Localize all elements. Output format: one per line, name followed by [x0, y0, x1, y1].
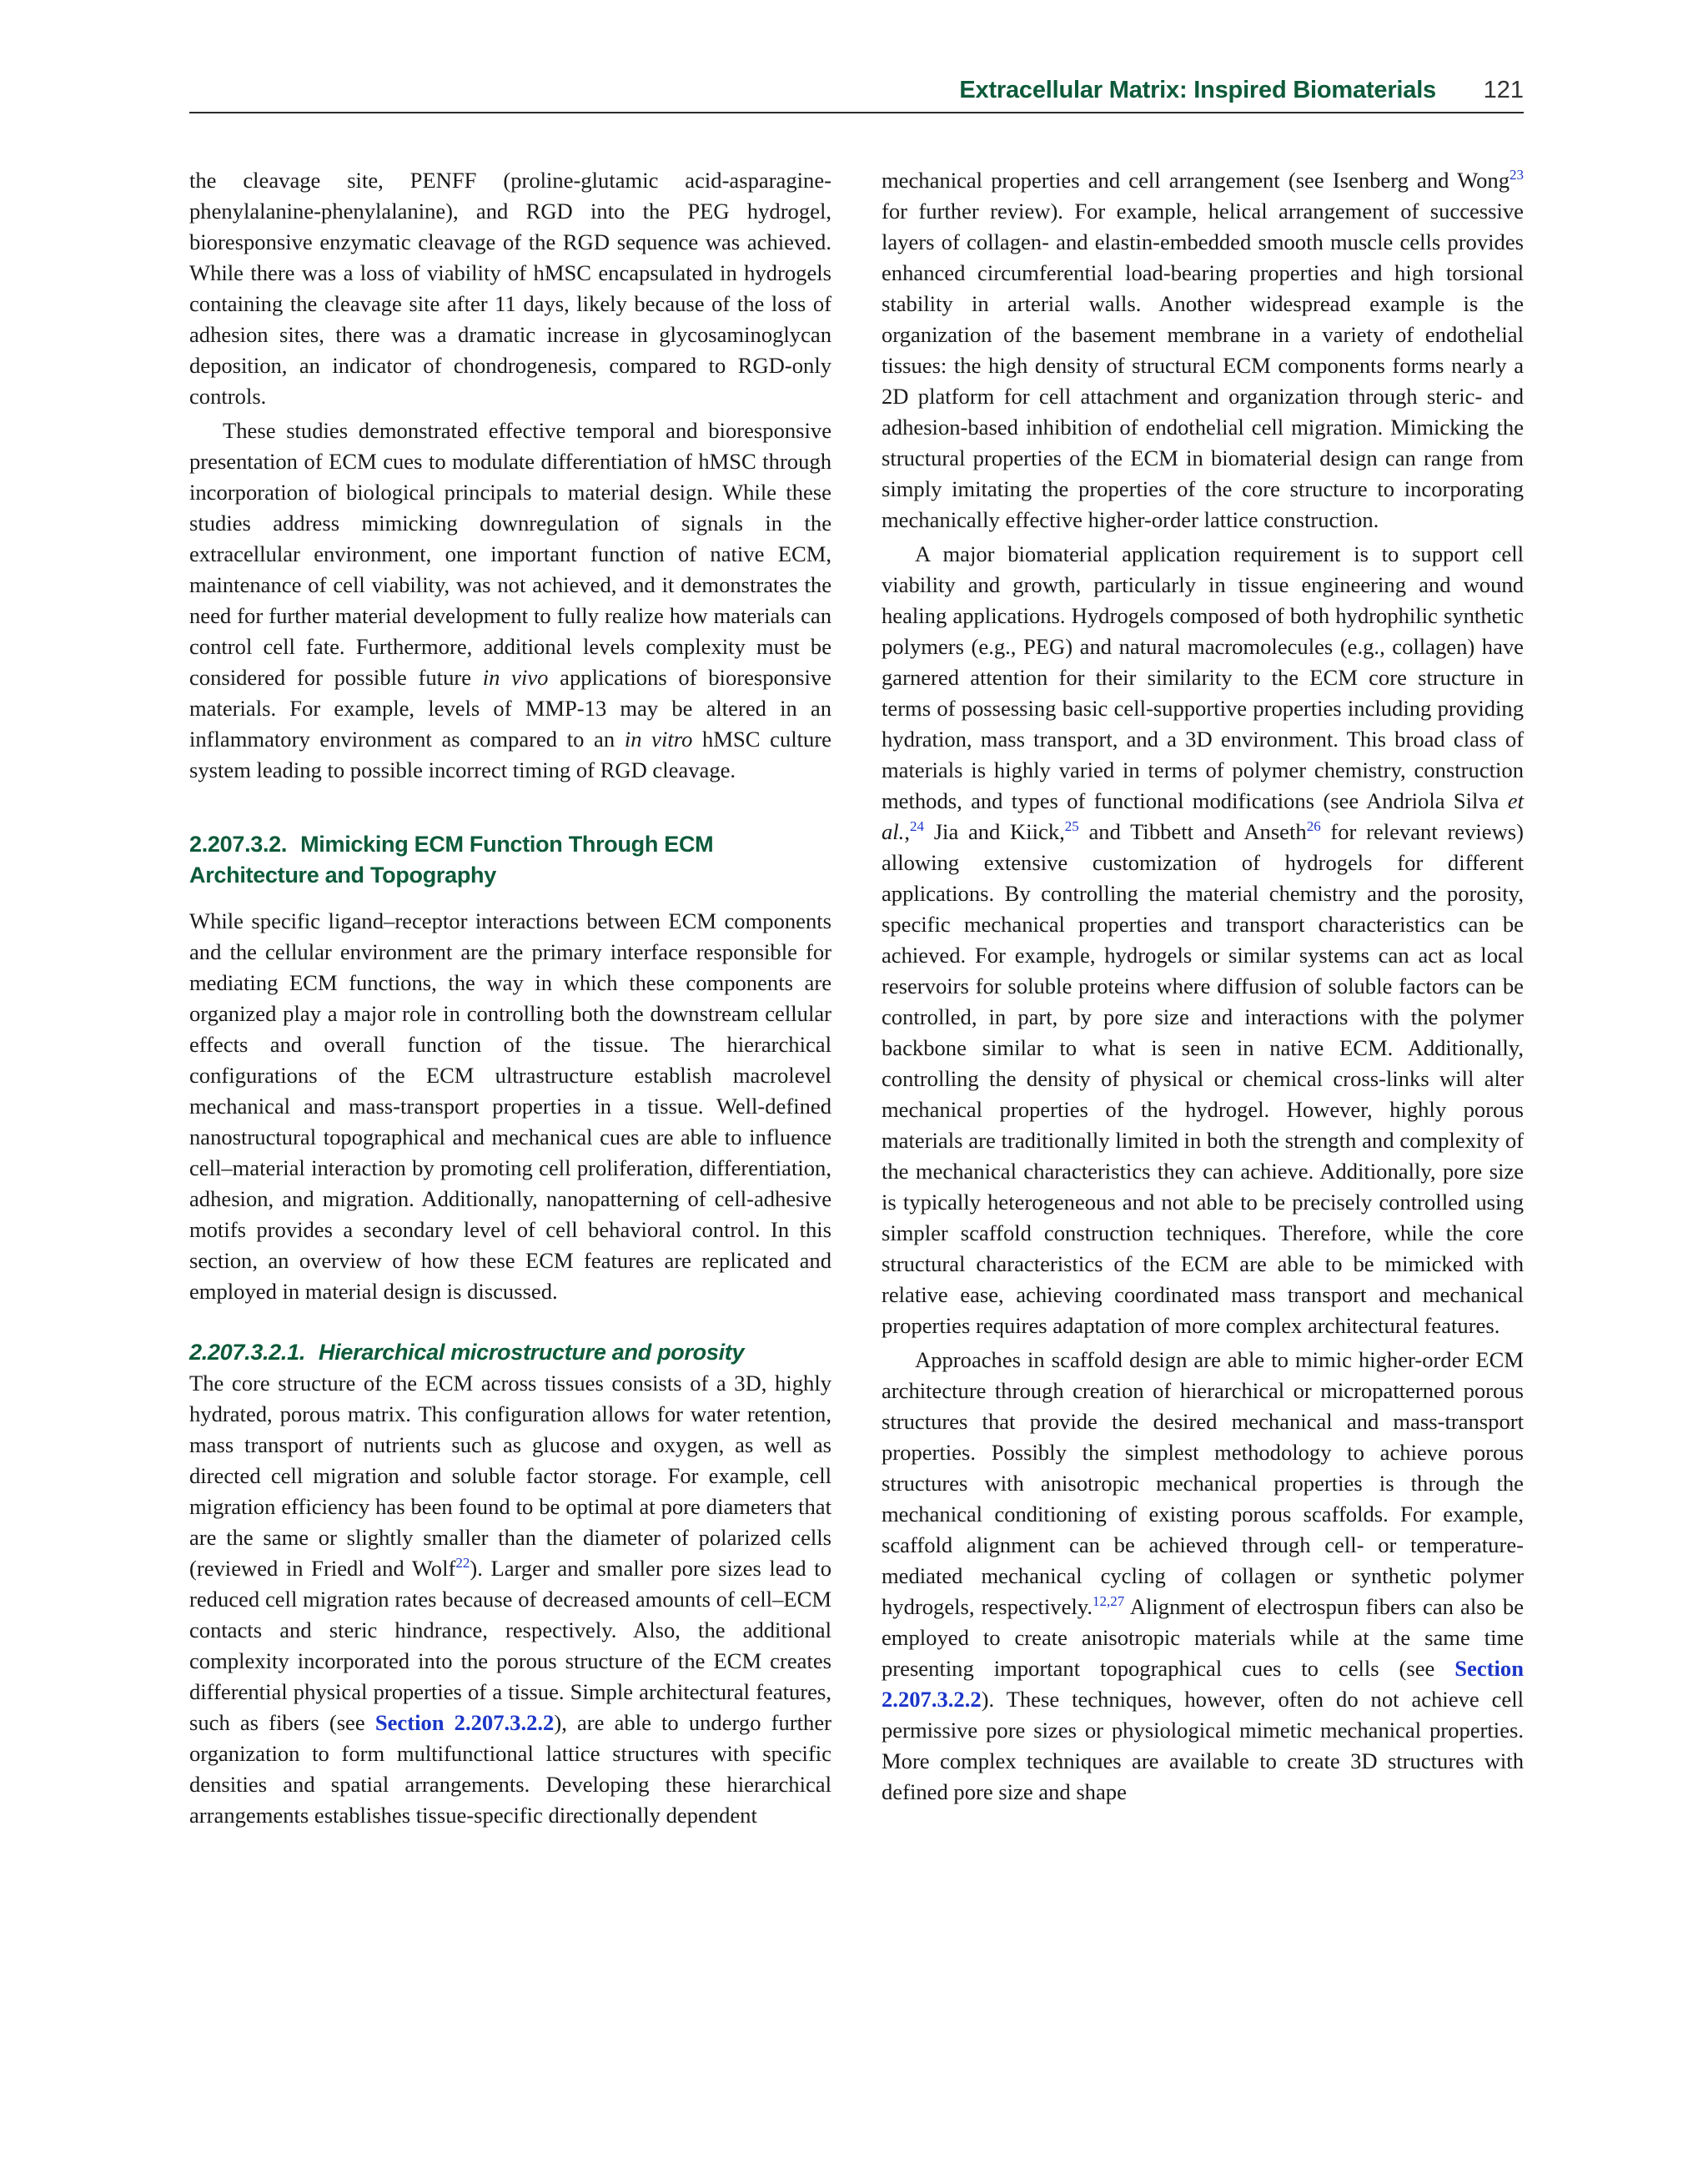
paragraph-mechanical-properties — [882, 165, 1524, 536]
right-column — [882, 165, 1524, 1808]
paragraph-continuation: the cleavage site, PENFF (proline-glutamic acid-asparagine-phenylalanine-phenylalanine), and RGD into the PEG hydrogel, bioresponsive enzymatic cleavage of the RGD sequence was achieved. While there was a loss of viability of hMSC encapsulated in hydrogels containing the cleavage site after 11 days, likely because of the loss of adhesion sites, there was a dramatic increase in glycosaminoglycan deposition, an indicator of chondrogenesis, compared to RGD-only controls. — [189, 168, 831, 409]
italic-term: in vivo — [482, 665, 549, 690]
text-run: hMSC culture system leading to possible incorrect timing of RGD cleavage. — [189, 727, 831, 782]
text-run: The core structure of the ECM across tissues consists of a 3D, highly hydrated, porous matrix. This configuration allows for water retention, mass transport of nutrients such as glucose and oxygen, as well as directed cell migration and soluble factor storage. For example, cell migration efficiency has been found to be optimal at pore diameters that are the same or slightly smaller than the diameter of polarized cells (reviewed in Friedl and Wolf — [189, 1371, 831, 1581]
text-run: Jia and Kiick, — [924, 819, 1065, 844]
citation-ref[interactable]: 22 — [455, 1555, 470, 1572]
section-number: 2.207.3.2. — [189, 832, 288, 857]
text-run: , — [904, 819, 910, 844]
text-run: applications of bioresponsive materials. For example, levels of MMP-13 may be altered in an inflammatory environment as compared to an — [189, 665, 831, 752]
running-title: Extracellular Matrix: Inspired Biomaterials — [959, 77, 1436, 103]
section-heading — [189, 829, 831, 891]
citation-ref[interactable]: 23 — [1510, 167, 1524, 184]
paragraph-hydrogels — [882, 539, 1524, 1341]
citation-ref[interactable]: 25 — [1064, 818, 1079, 835]
text-run: A major biomaterial application requirement is to support cell viability and growth, particularly in tissue engineering and wound healing applications. Hydrogels composed of both hydrophilic synthetic polymers (e.g., PEG) and natural macromolecules (e.g., collagen) have garnered attention for their similarity to the ECM core structure in terms of possessing basic cell-supportive properties including providing hydration, mass transport, and a 3D environment. This broad class of materials is highly varied in terms of polymer chemistry, construction methods, and types of functional modifications (see Andriola Silva — [882, 541, 1524, 813]
text-run: ). These techniques, however, often do not achieve cell permissive pore sizes or physiological mimetic mechanical properties. More complex techniques are available to create 3D structures with defined pore size and shape — [882, 1687, 1524, 1804]
section-cross-reference-link[interactable]: Section 2.207.3.2.2 — [882, 1656, 1524, 1712]
left-column — [189, 165, 831, 1831]
citation-ref[interactable]: 24 — [910, 818, 924, 835]
text-run: ), are able to undergo further organization to form multifunctional lattice structures with specific densities and spatial arrangements. Developing these hierarchical arrangements establishes tissue-specific directionally dependent — [189, 1710, 831, 1828]
running-header — [189, 73, 1524, 113]
text-run: for relevant reviews) allowing extensive customization of hydrogels for different applications. By controlling the material chemistry and the porosity, specific mechanical properties and transport characteristics can be achieved. For example, hydrogels or similar systems can act as local reservoirs for soluble proteins where diffusion of soluble factors can be controlled, in part, by pore size and interactions with the polymer backbone similar to what is seen in native ECM. Additionally, controlling the density of physical or chemical cross-links will alter mechanical properties of the hydrogel. However, highly porous materials are traditionally limited in both the strength and complexity of the mechanical characteristics they can achieve. Additionally, pore size is typically heterogeneous and not able to be precisely controlled using simpler scaffold construction techniques. Therefore, while the core structural characteristics of the ECM are able to be mimicked with relative ease, achieving coordinated mass transport and mechanical properties requires adaptation of more complex architectural features. — [882, 819, 1525, 1338]
section-cross-reference-link[interactable]: Section 2.207.3.2.2 — [374, 1710, 555, 1735]
paragraph-core-structure — [189, 1368, 831, 1831]
text-run: mechanical properties and cell arrangement (see Isenberg and Wong — [882, 168, 1510, 193]
italic-term: in vitro — [624, 727, 693, 752]
text-run: ). Larger and smaller pore sizes lead to reduced cell migration rates because of decreased amounts of cell–ECM contacts and steric hindrance, respectively. Also, the additional complexity incorporated into the porous structure of the ECM creates differential physical properties of a tissue. Simple architectural features, such as fibers (see — [189, 1556, 831, 1735]
subsection-number: 2.207.3.2.1. — [189, 1340, 306, 1365]
text-run: and Tibbett and Anseth — [1078, 819, 1307, 844]
text-run: Approaches in scaffold design are able to mimic higher-order ECM architecture through creation of hierarchical or micropatterned porous structures that provide the desired mechanical and mass-transport properties. Possibly the simplest methodology to achieve porous structures with anisotropic mechanical properties is through the mechanical conditioning of existing porous scaffolds. For example, scaffold alignment can be achieved through cell- or temperature-mediated mechanical cycling of collagen or synthetic polymer hydrogels, respectively. — [882, 1347, 1524, 1619]
paragraph-architecture-intro: While specific ligand–receptor interactions between ECM components and the cellular environment are the primary interface responsible for mediating ECM functions, the way in which these components are organized play a major role in controlling both the downstream cellular effects and overall function of the tissue. The hierarchical configurations of the ECM ultrastructure establish macrolevel mechanical and mass-transport properties in a tissue. Well-defined nanostructural topographical and mechanical cues are able to influence cell–material interaction by promoting cell proliferation, differentiation, adhesion, and migration. Additionally, nanopatterning of cell-adhesive motifs provides a secondary level of cell behavioral control. In this section, an overview of how these ECM features are replicated and employed in material design is discussed. — [189, 908, 831, 1304]
page-number: 121 — [1483, 77, 1524, 103]
subsection-heading — [189, 1337, 831, 1368]
subsection-title: Hierarchical microstructure and porosity — [319, 1340, 745, 1365]
citation-ref[interactable]: 26 — [1306, 818, 1321, 835]
italic-term: et al. — [882, 788, 1524, 844]
citation-ref[interactable]: 12,27 — [1092, 1593, 1125, 1610]
paragraph-scaffold-design — [882, 1345, 1524, 1808]
text-run: These studies demonstrated effective temporal and bioresponsive presentation of ECM cues to modulate differentiation of hMSC through incorporation of biological principals to material design. While these studies address mimicking downregulation of signals in the extracellular environment, one important function of native ECM, maintenance of cell viability, was not achieved, and it demonstrates the need for further material development to fully realize how materials can control cell fate. Furthermore, additional levels complexity must be considered for possible future — [189, 418, 831, 690]
text-run: for further review). For example, helical arrangement of successive layers of collagen- and elastin-embedded smooth muscle cells provides enhanced circumferential load-bearing properties and high torsional stability in arterial walls. Another widespread example is the organization of the basement membrane in a variety of endothelial tissues: the high density of structural ECM components forms nearly a 2D platform for cell attachment and organization through steric- and adhesion-based inhibition of endothelial cell migration. Mimicking the structural properties of the ECM in biomaterial design can range from simply imitating the properties of the core structure to incorporating mechanically effective higher-order lattice construction. — [882, 199, 1524, 532]
text-run: Alignment of electrospun fibers can also be employed to create anisotropic materials while at the same time presenting important topographical cues to cells (see — [882, 1594, 1524, 1681]
paragraph-studies-summary — [189, 415, 831, 786]
section-title: Mimicking ECM Function Through ECM Architecture and Topography — [189, 832, 714, 888]
